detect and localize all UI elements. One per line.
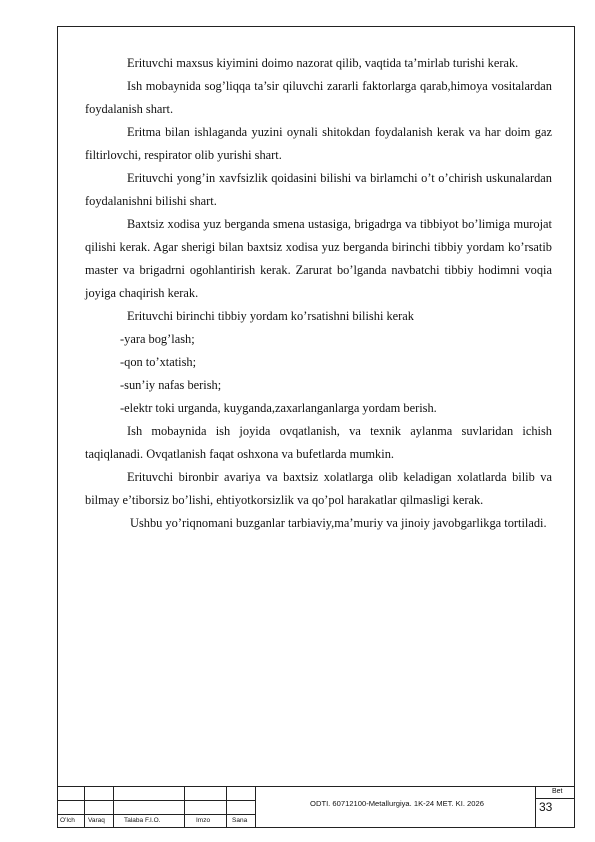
page-number: 33 xyxy=(539,800,553,814)
document-code: ODTI. 60712100-Metallurgiya. 1K-24 MET. KI. 2026 xyxy=(310,799,484,808)
paragraph: Erituvchi maxsus kiyimini doimo nazorat qilib, vaqtida ta’mirlab turishi kerak. xyxy=(127,56,519,70)
final-paragraph: Ushbu yo’riqnomani buzganlar tarbiaviy,ma’muriy va jinoiy javobgarlikga tortiladi. xyxy=(130,516,547,530)
paragraph: Eritma bilan ishlaganda yuzini oynali shitokdan foydalanish kerak va har doim gaz filtirlovchi, respirator olib yurishi shart. xyxy=(85,125,552,162)
col-olch-label: O’lch xyxy=(60,817,75,824)
col-imzo-label: Imzo xyxy=(196,817,211,824)
col-varaq-label: Varaq xyxy=(88,817,105,824)
paragraph: Erituvchi bironbir avariya va baxtsiz xolatlarga olib keladigan xolatlarda bilib va bilmay e’tiborsiz bo’lishi, ehtiyotkorsizlik va qo’pol harakatlar qilmasligi kerak. xyxy=(85,470,552,507)
col-sana-label: Sana xyxy=(232,817,248,824)
col-talaba-label: Talaba F.I.O. xyxy=(124,817,161,824)
paragraph: Erituvchi yong’in xavfsizlik qoidasini bilishi va birlamchi o’t o’chirish uskunalardan foydalanishni bilishi shart. xyxy=(85,171,552,208)
list-item: -yara bog’lash; xyxy=(120,332,195,346)
paragraph: Ish mobaynida sog’liqqa ta’sir qiluvchi zararli faktorlarga qarab,himoya vositalardan foydalanish shart. xyxy=(85,79,552,116)
paragraph: Ish mobaynida ish joyida ovqatlanish, va texnik aylanma suvlaridan ichish taqiqlanadi. Ovqatlanish faqat oshxona va bufetlarda mumkin. xyxy=(85,424,552,461)
paragraph: Baxtsiz xodisa yuz berganda smena ustasiga, brigadrga va tibbiyot bo’limiga murojat qilishi kerak. Agar sherigi bilan baxtsiz xodisa yuz berganda birinchi tibbiy yordam ko’rsatib master va brigadrni ogohlantirish kerak. Zarurat bo’lganda navbatchi tibbiy hodimni voqia joyiga chaqirish kerak. xyxy=(85,217,552,300)
list-item: -qon to’xtatish; xyxy=(120,355,197,369)
list-item: -sun’iy nafas berish; xyxy=(120,378,222,392)
title-block xyxy=(57,786,575,828)
paragraph: Erituvchi birinchi tibbiy yordam ko’rsatishni bilishi kerak xyxy=(127,309,414,323)
bet-label: Bet xyxy=(552,788,563,795)
list-item: -elektr toki urganda, kuyganda,zaxarlanganlarga yordam berish. xyxy=(120,401,437,415)
document-body xyxy=(85,52,552,535)
